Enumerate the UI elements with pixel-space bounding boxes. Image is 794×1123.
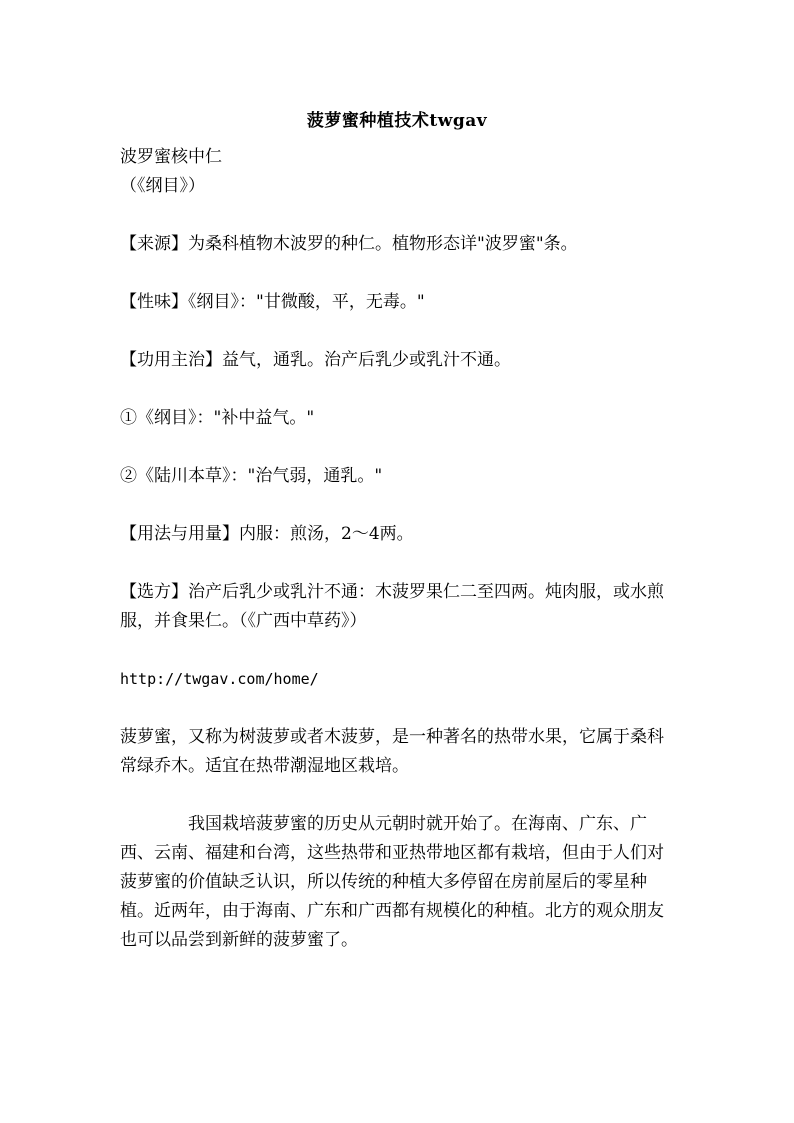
history-paragraph: 我国栽培菠萝蜜的历史从元朝时就开始了。在海南、广东、广西、云南、福建和台湾，这些热带和亚热带地区都有栽培，但由于人们对菠萝蜜的价值缺乏认识，所以传统的种植大多停留在房前屋后的零星种植。近两年，由于海南、广东和广西都有规模化的种植。北方的观众朋友也可以品尝到新鲜的菠萝蜜了。 xyxy=(120,814,664,950)
nature-paragraph: 【性味】《纲目》："甘微酸，平，无毒。" xyxy=(120,292,425,312)
function-paragraph: 【功用主治】益气，通乳。治产后乳少或乳汁不通。 xyxy=(120,350,511,370)
citation-paragraph-1: ①《纲目》："补中益气。" xyxy=(120,408,315,428)
document-title: 菠萝蜜种植技术twgav xyxy=(306,111,488,131)
dosage-paragraph: 【用法与用量】内服：煎汤，2～4两。 xyxy=(120,524,414,544)
intro-paragraph: 菠萝蜜，又称为树菠萝或者木菠萝，是一种著名的热带水果，它属于桑科常绿乔木。适宜在热带潮湿地区栽培。 xyxy=(120,727,664,776)
source-paragraph: 【来源】为桑科植物木波罗的种仁。植物形态详"波罗蜜"条。 xyxy=(120,234,578,254)
url-text: http://twgav.com/home/ xyxy=(120,670,319,688)
subtitle-line: 波罗蜜核中仁 xyxy=(120,147,222,167)
citation-paragraph-2: ②《陆川本草》："治气弱，通乳。" xyxy=(120,466,383,486)
document-body xyxy=(120,143,680,955)
prescription-paragraph: 【选方】治产后乳少或乳汁不通：木菠罗果仁二至四两。炖肉服，或水煎服，并食果仁。（《广西中草药》） xyxy=(120,582,664,631)
subtitle-source: （《纲目》） xyxy=(120,176,205,196)
